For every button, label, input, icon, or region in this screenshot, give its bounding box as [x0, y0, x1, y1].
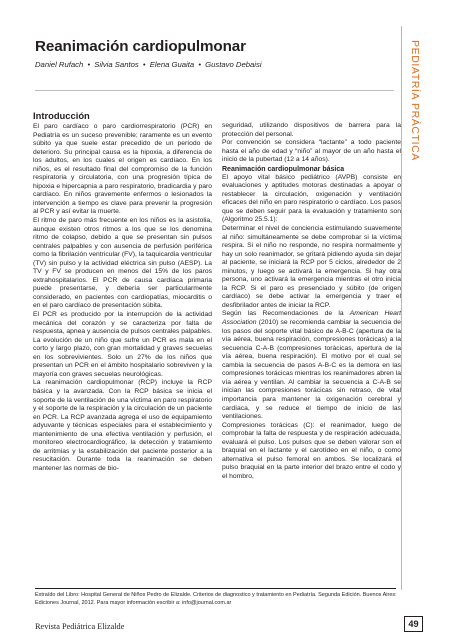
paragraph: Compresiones torácicas (C): el reanimador, luego de comprobar la falta de respuesta y de respiración adecuada, evaluará el pulso. Los pulsos que se deben valorar son el braquial en el lactante y el carotídeo en el niño, o como alternativa el pulso femoral en ambos. Se localizará el pulso braquial en la parte interior del brazo entre el codo y el hombro, [222, 421, 401, 480]
author-separator: • [142, 60, 146, 69]
article-title: Reanimación cardiopulmonar [35, 38, 246, 55]
author: Daniel Rufach [35, 60, 84, 69]
author-list [35, 60, 395, 69]
author: Gustavo Debaisi [205, 60, 262, 69]
text-run: Según las Recomendaciones de la [222, 310, 350, 318]
footnote-divider [35, 588, 396, 589]
paragraph: El paro cardíaco o paro cardiorrespiratorio (PCR) en Pediatría es un suceso prevenible; raramente es un evento súbito ya que suele estar precedido de un período de deterioro. Su principal causa es la hipoxia, a diferencia de los adultos, en los cuales el origen es cardíaco. En los niños, es el resultado final del compromiso de la función respiratoria y circulatoria, con una progresión típica de hipoxia e hipercapnia a paro respiratorio, bradicardia y paro cardíaco. En niños gravemente enfermos o lesionados la intervención a tiempo es clave para prevenir la progresión al PCR y así evitar la muerte. [33, 123, 212, 216]
section-heading: Introducción [33, 110, 90, 121]
page-number: 49 [404, 616, 423, 632]
journal-name: Revista Pediátrica Elizalde [35, 622, 125, 631]
source-footnote: Extraído del Libro: Hospital General de Niños Pedro de Elizalde. Criterios de diagnostico y tratamiento en Pediatría. Segunda Edición. Buenos Aires: Ediciones Journal, 2012. Para mayor información escribir a: info@journal.com.ar [35, 592, 397, 606]
paragraph: El ritmo de paro más frecuente en los niños es la asistolia, aunque existen otros ritmos a los que se los denomina ritmo de colapso, debido a que se presentan sin pulsos centrales palpables y con ausencia de perfusión periférica como la fibrilación ventricular (FV), la taquicardia ventricular (TV) sin pulso y la actividad eléctrica sin pulso (AESP). La TV y FV se producen en menos del 15% de los paros extrahospitalarios. El PCR de causa cardíaca primaria puede presentarse, y debería ser particularmente considerado, en pacientes con cardiopatías, miocarditis o en el paro cardíaco de presentación súbita. [33, 217, 212, 310]
paragraph: Determinar el nivel de conciencia estimulando suavemente al niño: simultáneamente se debe comprobar si la víctima respira. Si el niño no responde, no respira normalmente y hay un solo reanimador, se gritará pidiendo ayuda sin dejar al paciente, se iniciará la RCP por 5 ciclos, alrededor de 2 minutos, y luego se activará la emergencia. Si hay otra persona, uno activará la emergencia mientras el otro inicia la RCP. Si el paro es presenciado y súbito (de origen cardíaco) se debe activar la emergencia y traer el desfibrilador antes de iniciar la RCP. [222, 225, 401, 309]
author-separator: • [87, 60, 91, 69]
paragraph: El apoyo vital básico pediátrico (AVPB) consiste en evaluaciones y aptitudes motoras destinadas a apoyar o restablecer la circulación, oxigenación y ventilación eficaces del niño en paro respiratorio o cardíaco. Los pasos que se deben seguir para la evaluación y tratamiento son (Algoritmo 25.5.1): [222, 173, 401, 224]
paragraph: El PCR es producido por la interrupción de la actividad mecánica del corazón y se caracteriza por falta de respuesta, apnea y ausencia de pulsos centrales palpables. La evolución de un niño que sufre un PCR es mala en el corto y largo plazo, con gran mortalidad y graves secuelas en los sobrevivientes. Solo un 27% de los niños que presentan un PCR en el ámbito hospitalario sobreviven y la mayoría con graves secuelas neurológicas. [33, 311, 212, 378]
author-separator: • [198, 60, 202, 69]
right-column [222, 122, 401, 481]
left-column [33, 110, 212, 473]
paragraph: La reanimación cardiopulmonar (RCP) incluye la RCP básica y la avanzada. Con la RCP básica se inicia el soporte de la ventilación de una víctima en paro respiratorio y el soporte de la respiración y la circulación de un paciente en PCR. La RCP avanzada agrega el uso de equipamiento adyuvante y técnicas especiales para el establecimiento y mantenimiento de una efectiva ventilación y perfusión, el monitoreo electrocardiográfico, la detección y tratamiento de arritmias y la estabilización del paciente posterior a la resucitación. Durante toda la reanimación se deben mantener las normas de bio- [33, 379, 212, 472]
paragraph: Por convención se considera “lactante” a todo paciente hasta el año de edad y “niño” al mayor de un año hasta el inicio de la pubertad (12 a 14 años). [222, 139, 401, 164]
subsection-heading: Reanimación cardiopulmonar básica [222, 165, 345, 173]
header-divider [35, 90, 394, 91]
paragraph [222, 310, 401, 421]
text-run: (2010) se recomienda cambiar la secuencia de los pasos del soporte vital básico de A-B-C (apertura de la vía aérea, buena respiración, compresiones torácicas) a la secuencia C-A-B (compresiones torácicas, apertura de la vía aérea, buena respiración). El motivo por el cual se cambia la secuencia de pasos A-B-C es la demora en las compresiones torácicas mientras los reanimadores abren la vía aérea y ventilan. Al cambiar la secuencia a C-A-B se inician las compresiones torácicas sin retraso, de vital importancia para mantener la oxigenación cerebral y cardíaca, y se reduce el tiempo de inicio de las ventilaciones. [222, 319, 401, 421]
paragraph: seguridad, utilizando dispositivos de barrera para la protección del personal. [222, 122, 401, 138]
organization-name: American Heart Association [222, 310, 401, 327]
section-label: PEDIATRÍA PRÁCTICA [409, 40, 421, 161]
author: Silvia Santos [94, 60, 139, 69]
author: Elena Guaita [149, 60, 195, 69]
